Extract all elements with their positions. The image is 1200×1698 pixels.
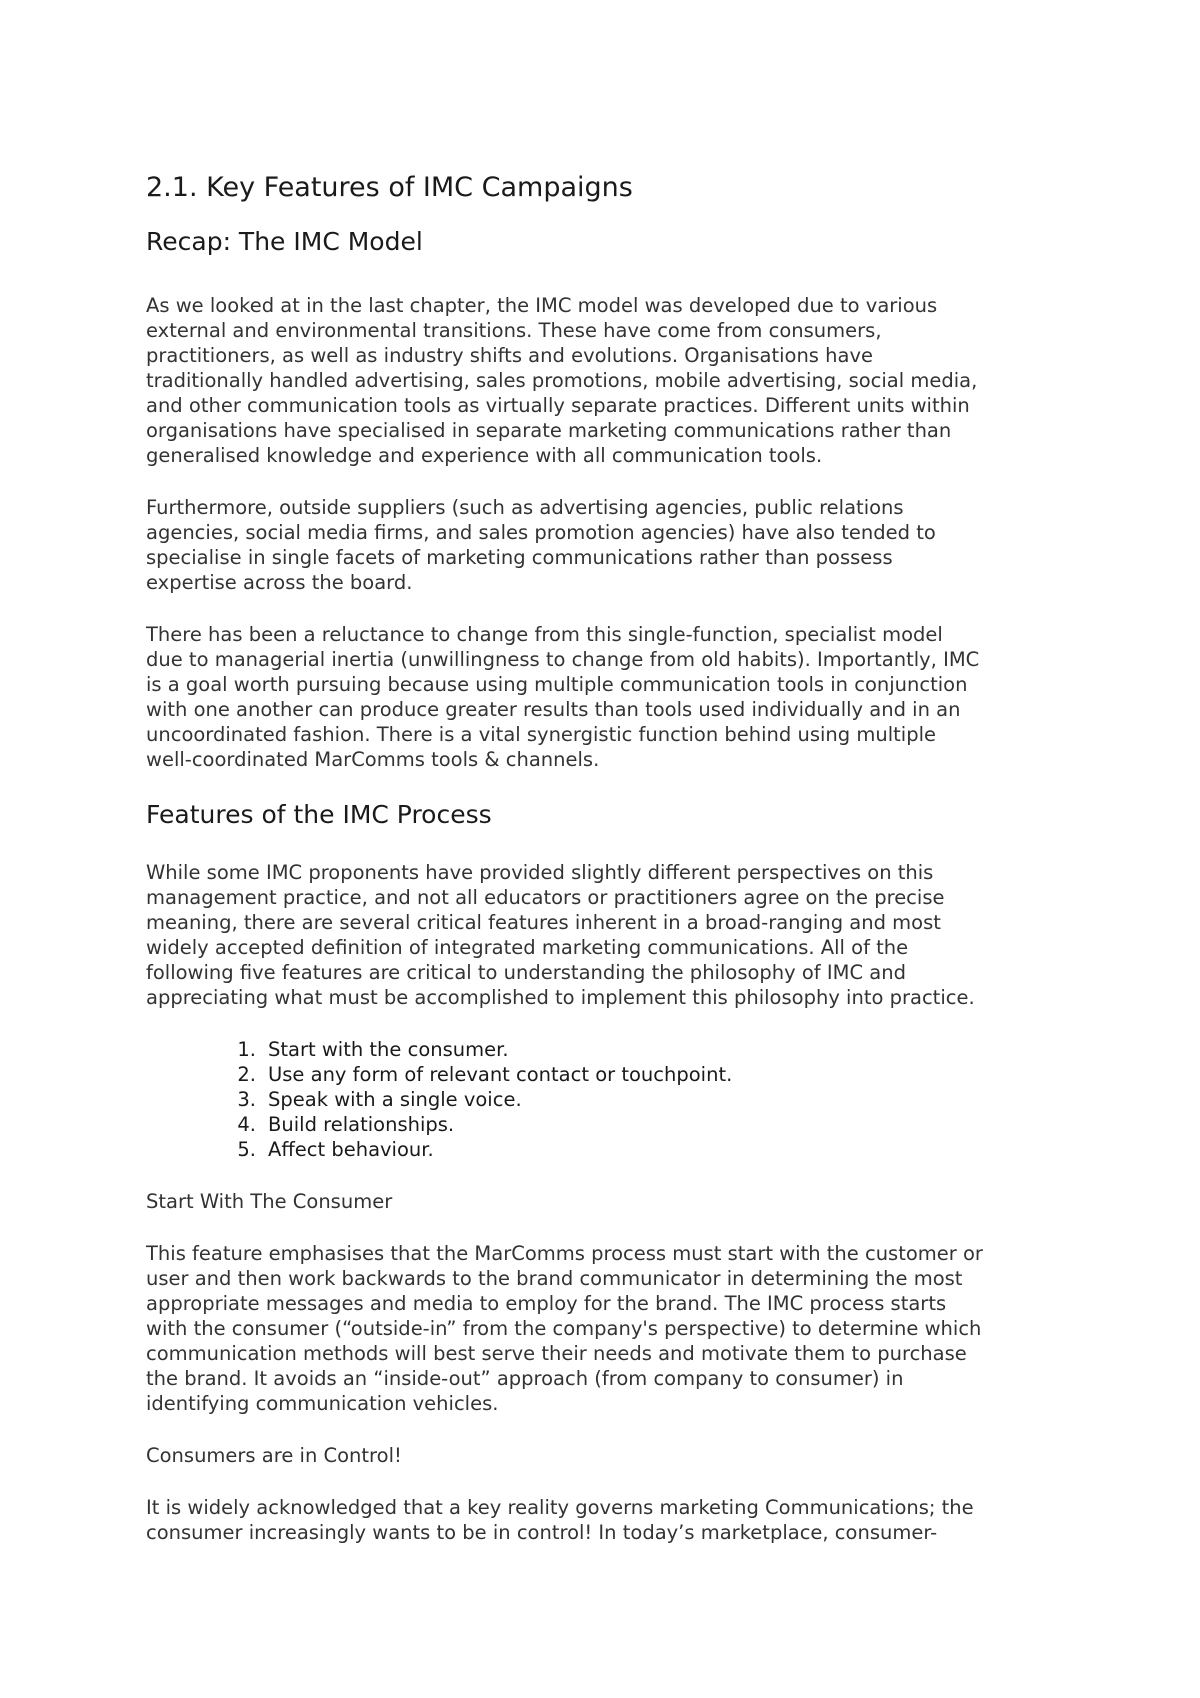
- section-title: 2.1. Key Features of IMC Campaigns: [146, 172, 633, 203]
- recap-heading: Recap: The IMC Model: [146, 227, 423, 256]
- list-item-text: Use any form of relevant contact or touchpoint.: [268, 1063, 733, 1086]
- list-item-number: 2.: [237, 1063, 256, 1086]
- features-heading: Features of the IMC Process: [146, 800, 492, 829]
- consumers-in-control-paragraph: It is widely acknowledged that a key reality governs marketing Communications; the consumer increasingly wants to be in control! In today’s marketplace, consumer-: [146, 1496, 974, 1544]
- consumers-in-control-label: Consumers are in Control!: [146, 1444, 402, 1467]
- features-intro-paragraph: While some IMC proponents have provided slightly different perspectives on this management practice, and not all educators or practitioners agree on the precise meaning, there are several critical features inherent in a broad-ranging and most widely accepted definition of integrated marketing communications. All of the following five features are critical to understanding the philosophy of IMC and appreciating what must be accomplished to implement this philosophy into practice.: [146, 861, 975, 1009]
- list-item: [216, 1112, 732, 1137]
- list-item: [216, 1137, 732, 1162]
- list-item-text: Speak with a single voice.: [268, 1088, 522, 1111]
- list-item-text: Build relationships.: [268, 1113, 455, 1136]
- list-item: [216, 1037, 732, 1062]
- list-item: [216, 1087, 732, 1112]
- list-item-number: 5.: [237, 1138, 256, 1161]
- list-item-number: 1.: [237, 1038, 256, 1061]
- start-with-consumer-paragraph: This feature emphasises that the MarComms process must start with the customer or user and then work backwards to the brand communicator in determining the most appropriate messages and media to employ for the brand. The IMC process starts with the consumer (“outside-in” from the company's perspective) to determine which communication methods will best serve their needs and motivate them to purchase the brand. It avoids an “inside-out” approach (from company to consumer) in identifying communication vehicles.: [146, 1242, 983, 1415]
- recap-paragraph-1: As we looked at in the last chapter, the IMC model was developed due to various external and environmental transitions. These have come from consumers, practitioners, as well as industry shifts and evolutions. Organisations have traditionally handled advertising, sales promotions, mobile advertising, social media, and other communication tools as virtually separate practices. Different units within organisations have specialised in separate marketing communications rather than generalised knowledge and experience with all communication tools.: [146, 294, 978, 467]
- list-item-text: Affect behaviour.: [268, 1138, 434, 1161]
- features-list: [216, 1037, 732, 1162]
- list-item-number: 3.: [237, 1088, 256, 1111]
- recap-paragraph-3: There has been a reluctance to change from this single-function, specialist model due to managerial inertia (unwillingness to change from old habits). Importantly, IMC is a goal worth pursuing because using multiple communication tools in conjunction with one another can produce greater results than tools used individually and in an uncoordinated fashion. There is a vital synergistic function behind using multiple well-coordinated MarComms tools & channels.: [146, 623, 980, 771]
- start-with-consumer-label: Start With The Consumer: [146, 1190, 393, 1213]
- list-item: [216, 1062, 732, 1087]
- recap-paragraph-2: Furthermore, outside suppliers (such as advertising agencies, public relations agencies, social media firms, and sales promotion agencies) have also tended to specialise in single facets of marketing communications rather than possess expertise across the board.: [146, 496, 936, 594]
- list-item-number: 4.: [237, 1113, 256, 1136]
- list-item-text: Start with the consumer.: [268, 1038, 509, 1061]
